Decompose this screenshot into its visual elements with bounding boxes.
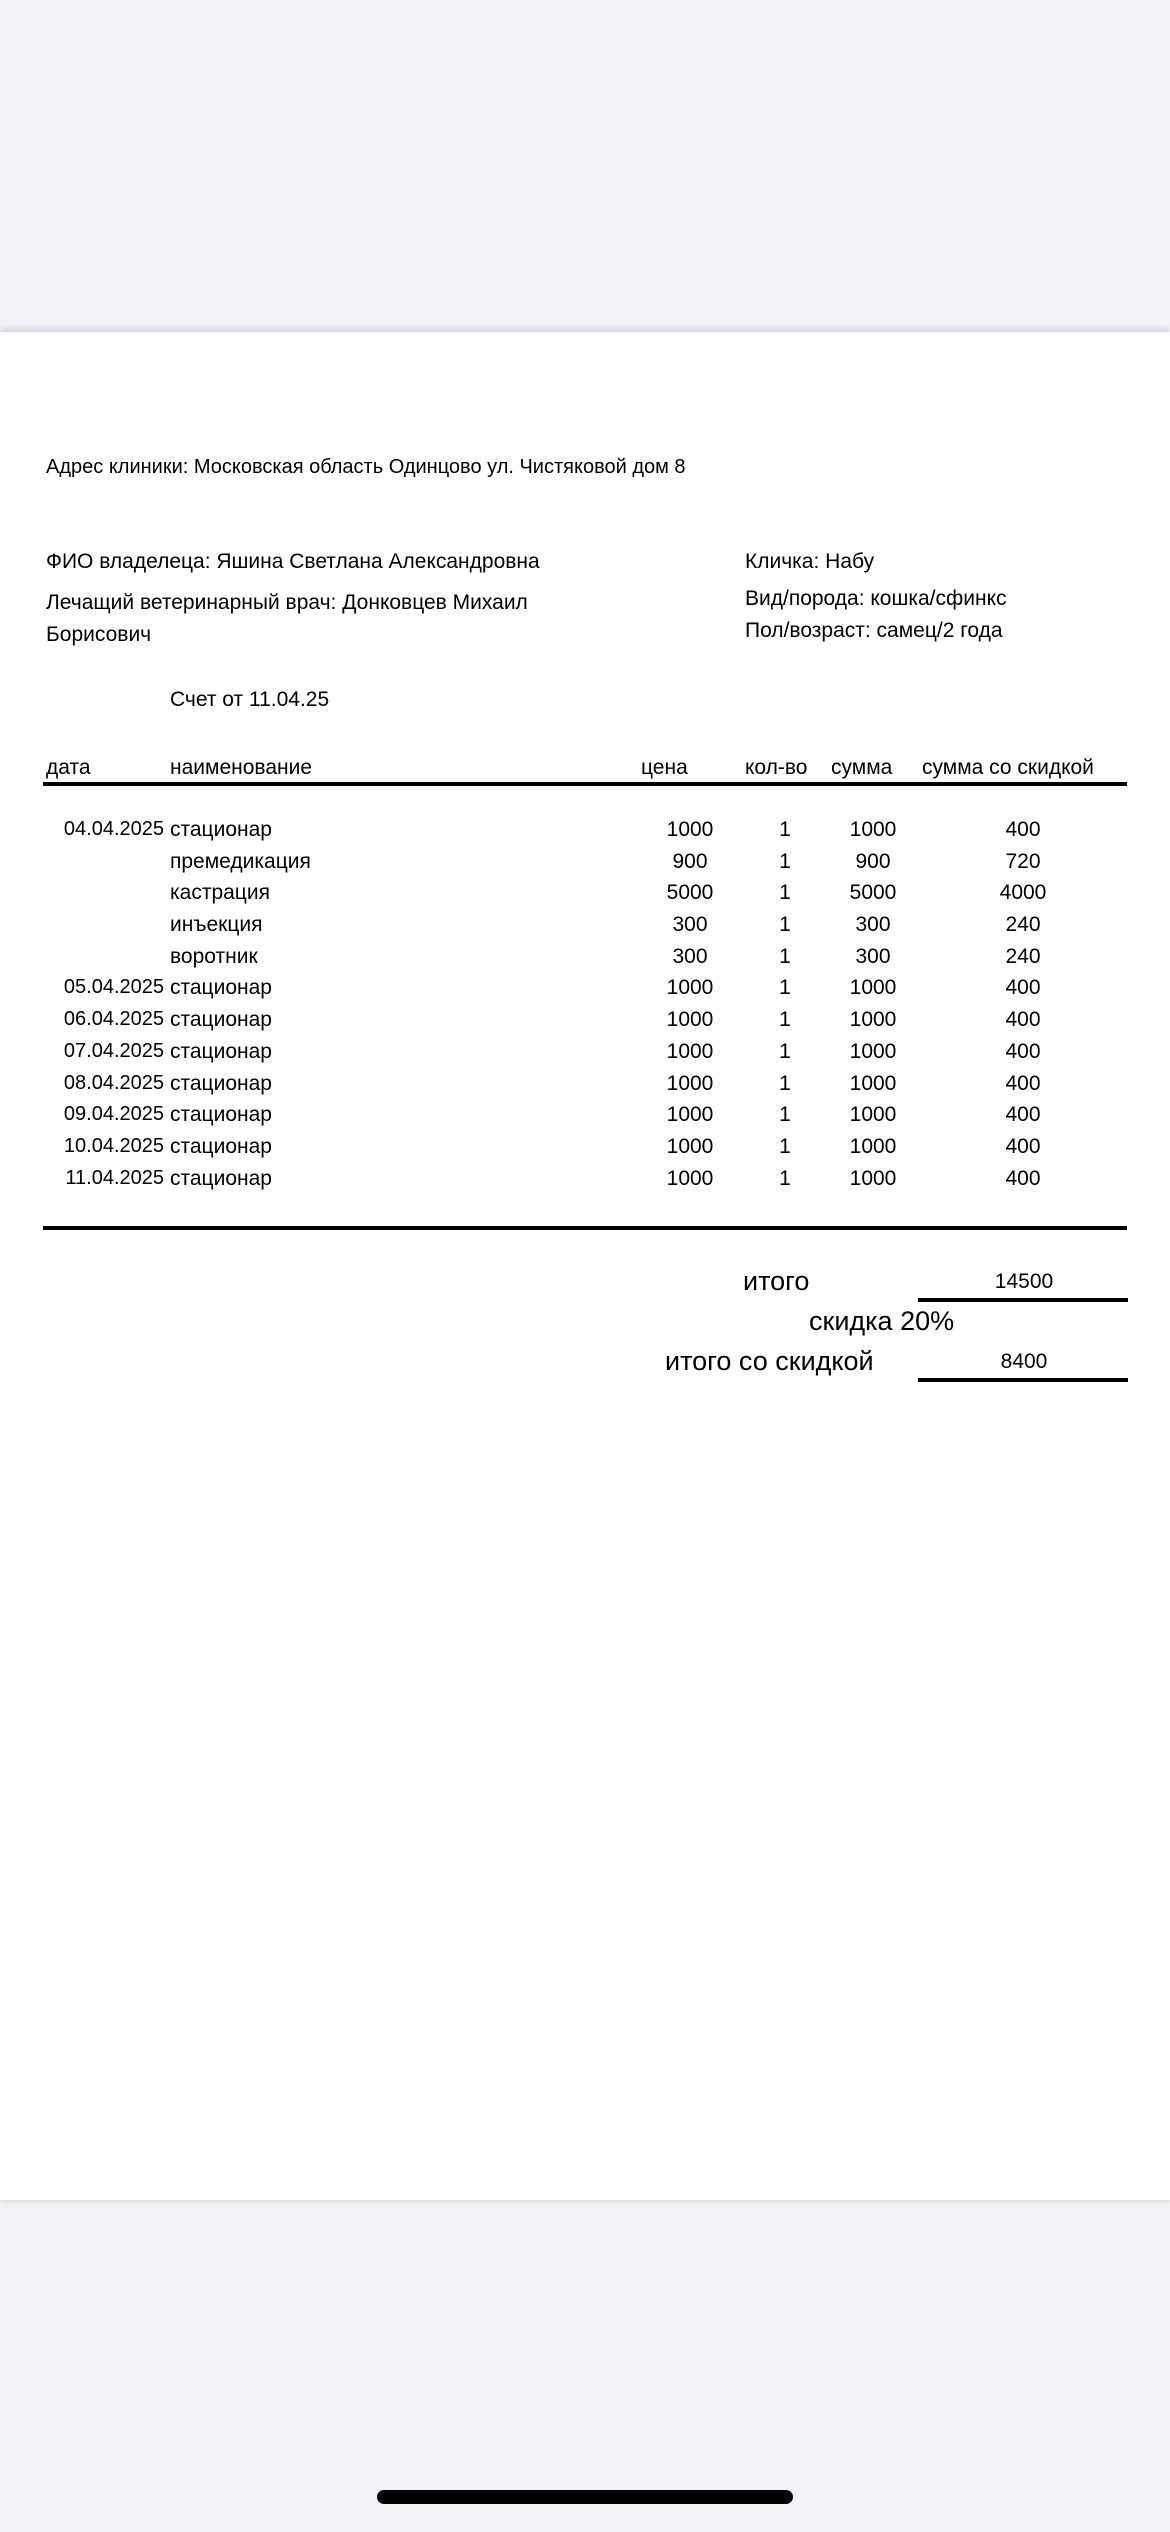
cell-price: 900 [672,849,708,873]
cell-date: 08.04.2025 [63,1071,164,1094]
cell-discounted: 400 [1005,976,1041,1000]
discounted-total-value: 8400 [1000,1350,1048,1373]
cell-qty: 1 [779,1008,791,1032]
cell-qty: 1 [779,1166,791,1190]
table-row [0,1167,1170,1199]
table-top-rule [43,782,1127,786]
header-date: дата [46,756,91,779]
clinic-address: Адрес клиники: Московская область Одинцово ул. Чистяковой дом 8 [46,456,686,478]
cell-sum: 300 [855,944,891,968]
cell-price: 1000 [666,1134,714,1158]
cell-name: стационар [170,1071,272,1095]
invoice-title: Счет от 11.04.25 [170,688,330,711]
table-row [0,1135,1170,1167]
total-label: итого [743,1266,810,1296]
doctor-name: Лечащий ветеринарный врач: Донковцев Михаил Борисович [46,591,528,646]
table-row [0,1008,1170,1040]
cell-sum: 1000 [849,1039,897,1063]
header-discounted-sum: сумма со скидкой [922,756,1094,779]
cell-sum: 1000 [849,1134,897,1158]
cell-discounted: 400 [1005,818,1041,841]
cell-name: инъекция [170,913,263,937]
total-value: 14500 [994,1270,1054,1293]
cell-sum: 1000 [849,976,897,1000]
cell-discounted: 400 [1005,1039,1041,1063]
cell-sum: 1000 [849,1071,897,1095]
cell-price: 1000 [666,1071,714,1095]
table-row [0,976,1170,1008]
cell-discounted: 4000 [999,881,1047,905]
cell-qty: 1 [779,818,791,841]
cell-date: 04.04.2025 [63,818,164,840]
cell-date: 05.04.2025 [63,976,164,999]
cell-name: стационар [170,1103,272,1127]
cell-qty: 1 [779,1134,791,1158]
table-row [0,818,1170,850]
header-price: цена [641,756,688,779]
cell-qty: 1 [779,881,791,905]
cell-price: 5000 [666,881,714,905]
cell-price: 1000 [666,1166,714,1190]
cell-discounted: 400 [1005,1008,1041,1032]
cell-sum: 1000 [849,1008,897,1032]
cell-discounted: 400 [1005,1134,1041,1158]
cell-date: 11.04.2025 [65,1166,164,1189]
cell-name: стационар [170,1008,272,1032]
table-body [0,818,1170,1198]
cell-sum: 1000 [849,1103,897,1127]
cell-sum: 900 [855,849,891,873]
cell-discounted: 240 [1005,944,1041,968]
total-underline [918,1298,1128,1302]
cell-price: 1000 [666,1039,714,1063]
cell-name: премедикация [170,849,311,873]
cell-date: 06.04.2025 [63,1008,164,1031]
document-page[interactable] [0,332,1170,2200]
cell-discounted: 400 [1005,1166,1041,1190]
header-qty: кол-во [745,756,808,779]
cell-price: 1000 [666,818,714,841]
discounted-total-label: итого со скидкой [665,1346,874,1376]
cell-discounted: 400 [1005,1103,1041,1127]
cell-date: 07.04.2025 [63,1039,164,1062]
cell-price: 1000 [666,1103,714,1127]
cell-discounted: 240 [1005,913,1041,937]
cell-qty: 1 [779,944,791,968]
table-row [0,1040,1170,1072]
pet-nickname: Кличка: Набу [745,550,875,573]
pet-sex-age: Пол/возраст: самец/2 года [745,619,1003,642]
cell-qty: 1 [779,1039,791,1063]
cell-sum: 1000 [849,818,897,841]
table-row [0,1103,1170,1135]
discounted-total-underline [918,1378,1128,1382]
home-indicator[interactable] [377,2490,793,2504]
table-bottom-rule [43,1226,1127,1230]
cell-name: стационар [170,1166,272,1190]
header-name: наименование [170,756,313,779]
cell-date: 09.04.2025 [63,1103,164,1126]
cell-name: стационар [170,1039,272,1063]
owner-name: ФИО владелеца: Яшина Светлана Александровна [46,550,540,573]
table-row [0,913,1170,945]
cell-sum: 1000 [849,1166,897,1190]
pet-breed: Вид/порода: кошка/сфинкс [745,587,1007,610]
cell-name: воротник [170,944,258,968]
cell-name: кастрация [170,881,270,905]
cell-qty: 1 [779,1103,791,1127]
cell-discounted: 400 [1005,1071,1041,1095]
header-sum: сумма [831,756,893,779]
cell-name: стационар [170,818,272,841]
cell-price: 300 [672,944,708,968]
table-row [0,850,1170,882]
cell-qty: 1 [779,849,791,873]
cell-sum: 300 [855,913,891,937]
discount-label: скидка 20% [809,1306,955,1336]
cell-date: 10.04.2025 [63,1134,164,1157]
table-row [0,945,1170,977]
cell-price: 1000 [666,1008,714,1032]
table-row [0,881,1170,913]
cell-qty: 1 [779,1071,791,1095]
cell-price: 1000 [666,976,714,1000]
cell-sum: 5000 [849,881,897,905]
cell-qty: 1 [779,913,791,937]
cell-discounted: 720 [1005,849,1041,873]
cell-name: стационар [170,1134,272,1158]
table-row [0,1072,1170,1104]
cell-qty: 1 [779,976,791,1000]
cell-price: 300 [672,913,708,937]
cell-name: стационар [170,976,272,1000]
